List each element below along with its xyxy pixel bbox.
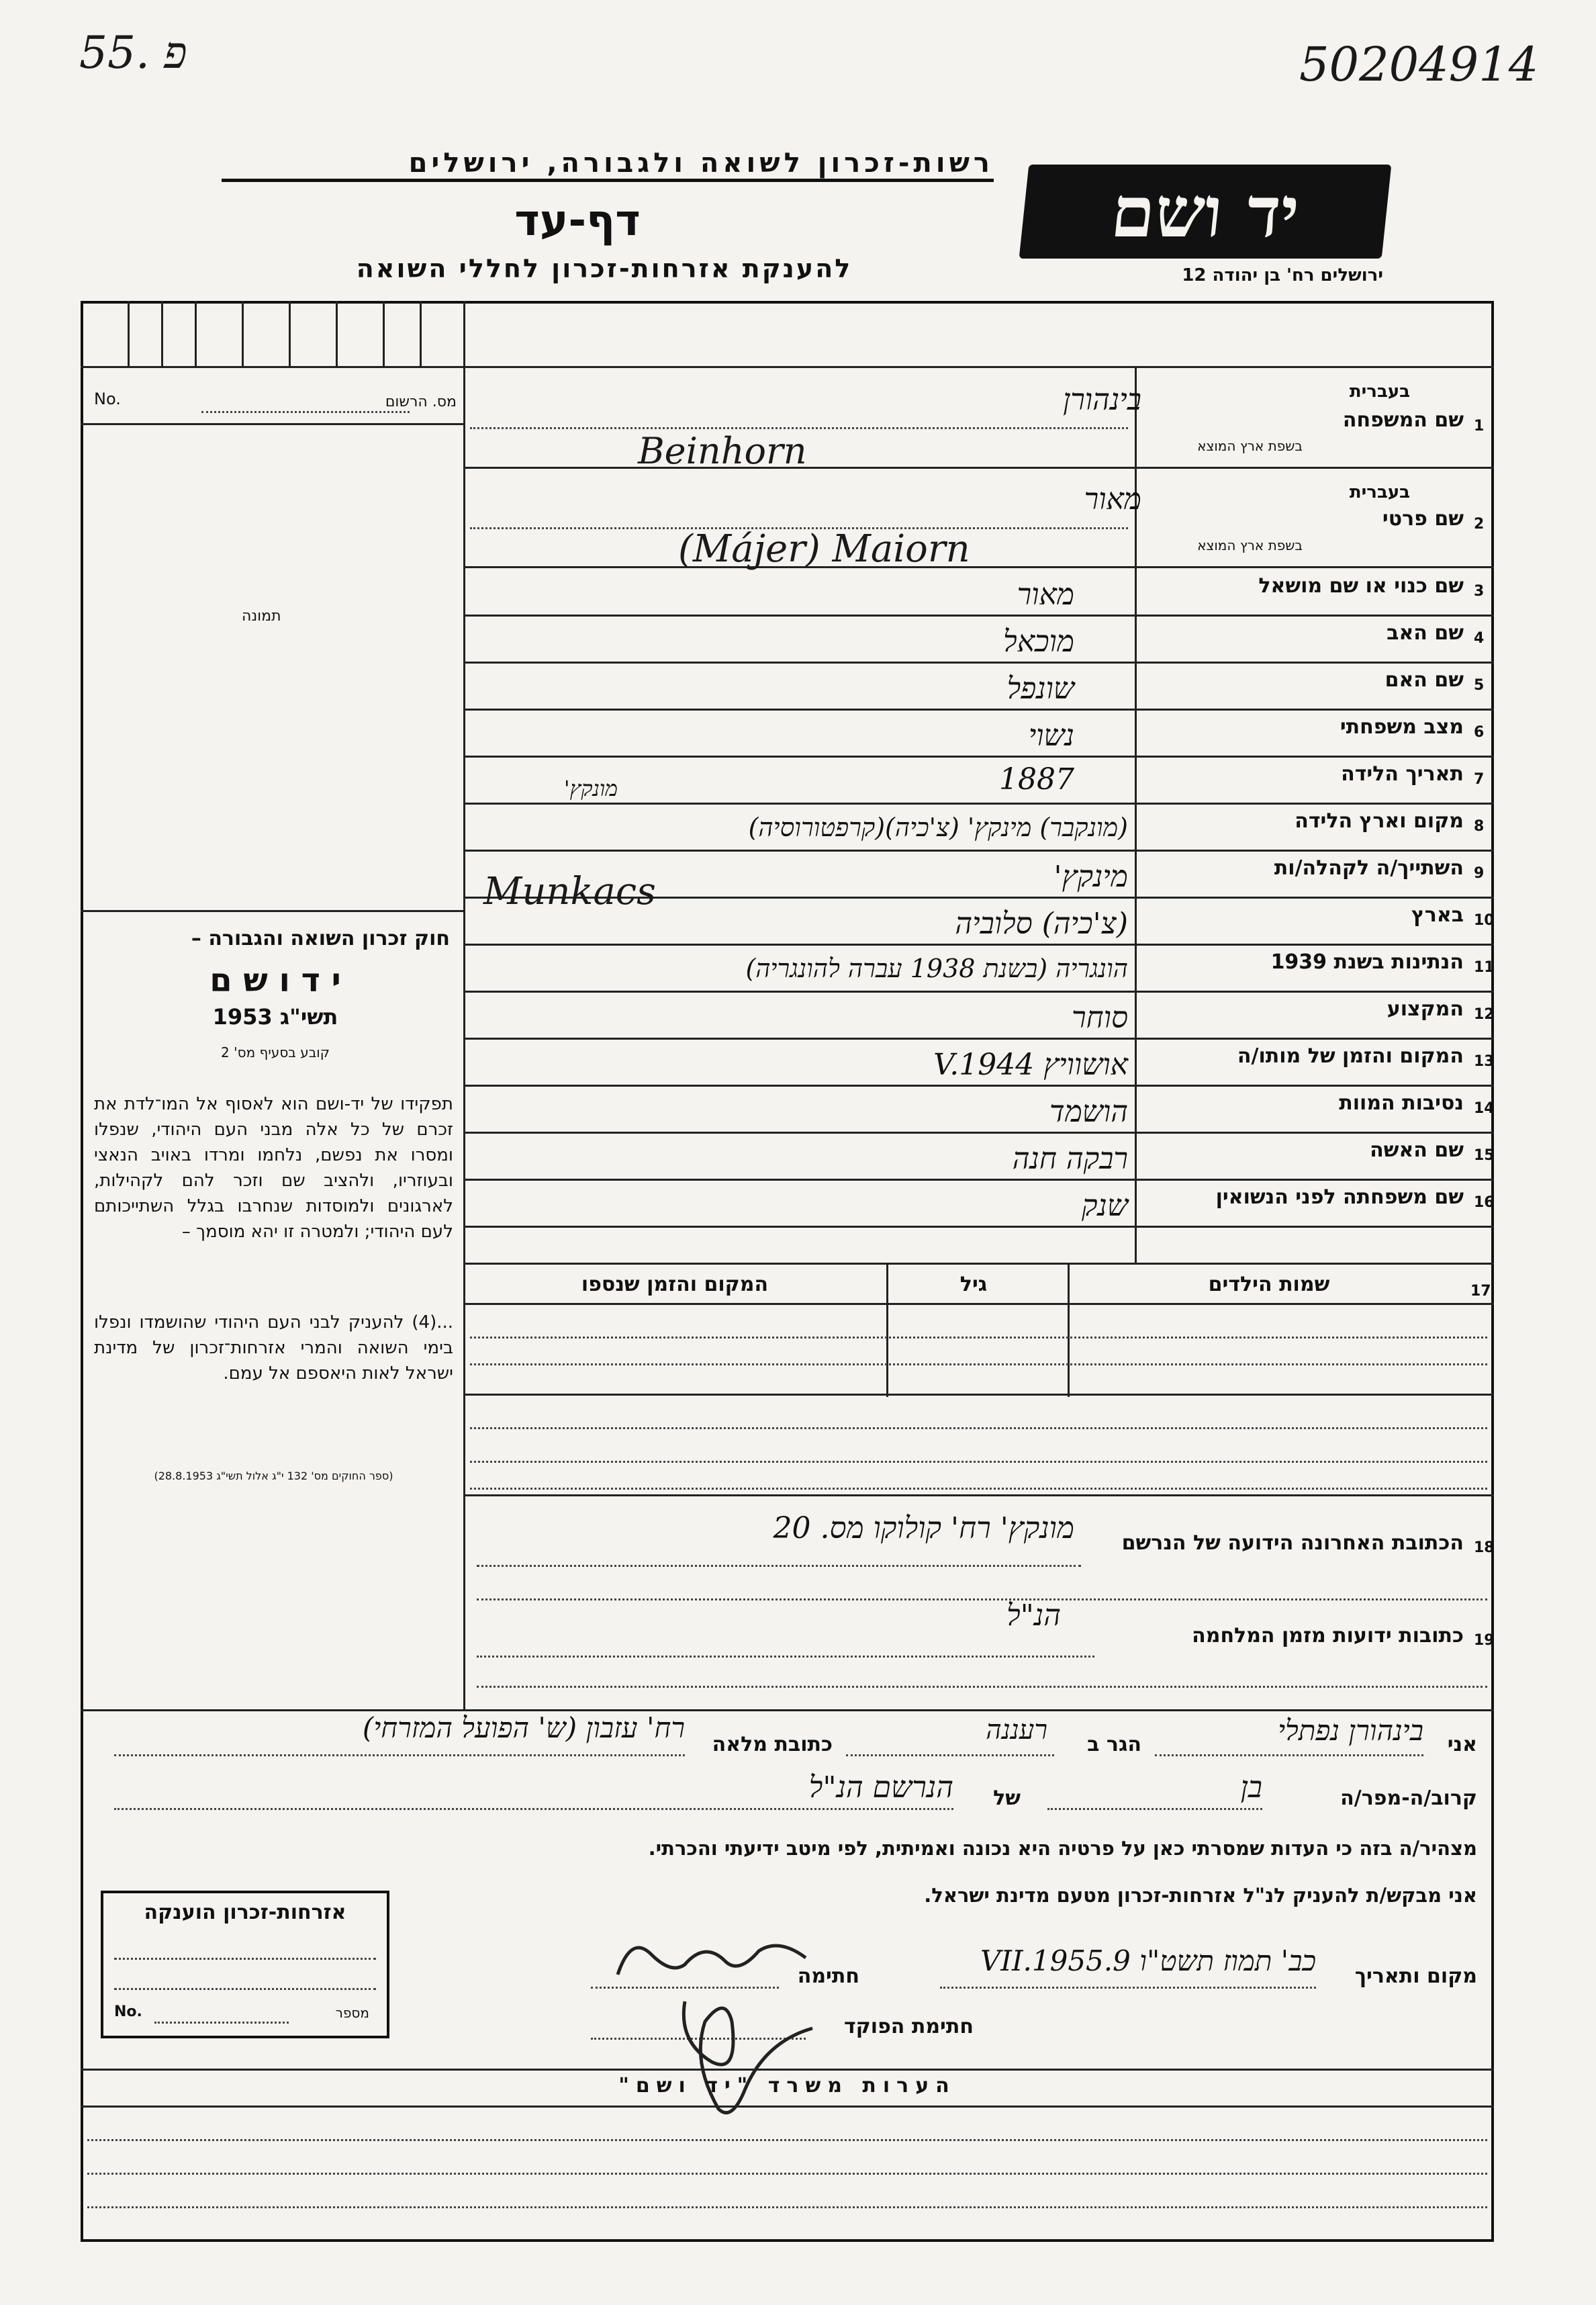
field-2-label: שם פרטי (1382, 507, 1464, 531)
field-16-label: שם משפחתה לפני הנשואין (1215, 1185, 1464, 1209)
decl-line-2: אני מבקש/ת להעניק לנ"ל אזרחות-זכרון מטעם מדינת ישראל. (924, 1884, 1477, 1907)
field-7-number: 7 (1474, 771, 1485, 788)
field-16-value: שנק (1081, 1189, 1128, 1223)
field-4-number: 4 (1474, 630, 1485, 647)
decl-karov: קרוב/ה-מפר/ה (1340, 1787, 1477, 1810)
field-1-value-latin: Beinhorn (638, 430, 807, 472)
field-8-value: (מונקבר) מינקץ' (צ'כיה)(קרפטורוסיה) (748, 813, 1128, 842)
corner-note-right: 50204914 (1299, 37, 1539, 92)
field-11-number: 11 (1474, 959, 1495, 976)
photo-label: תמונה (242, 608, 281, 625)
field-15-value: רבקה חנה (1012, 1142, 1128, 1176)
children-col-place: המקום והזמן שנספו (581, 1273, 769, 1296)
field-1-hebrew-tag: בעברית (1349, 381, 1410, 402)
corner-note-left: 55. פ (79, 27, 187, 79)
decl-line-1: מצהיר/ה בזה כי העדות שמסרתי כאן על פרטיה היא נכונה ואמיתית, לפי מיטב ידיעתי והכרתי. (648, 1837, 1477, 1860)
children-col-names: שמות הילדים (1208, 1273, 1330, 1296)
granted-no-label: מספר (335, 2005, 369, 2021)
law-year: תשי"ג 1953 (212, 1004, 338, 1030)
field-2-value: מאור (1084, 482, 1141, 516)
field-2-value-latin: (Májer) Maiorn (678, 527, 970, 571)
field-9-value: מינקץ' (1053, 860, 1128, 894)
decl-shel: של (993, 1787, 1021, 1810)
field-13-label: המקום והזמן של מותו/ה (1237, 1044, 1464, 1068)
law-source: (ספר החוקים מס' 132 י"ג אלול תשי"ג 28.8.1953) (154, 1470, 393, 1482)
granted-box-title: אזרחות-זכרון הוענקה (144, 1901, 346, 1924)
children-col-age: גיל (959, 1273, 988, 1296)
yad-vashem-logo (1019, 165, 1392, 259)
remarks-title: הערות משרד "יד ושם" (618, 2074, 956, 2097)
decl-signature-label: חתימה (797, 1964, 859, 1988)
field-5-label: שם האם (1384, 668, 1464, 692)
field-14-value: הושמד (1049, 1095, 1128, 1129)
field-6-label: מצב משפחתי (1340, 715, 1464, 739)
law-name: י ד ו ש ם (209, 962, 341, 999)
granted-no-en: No. (114, 2003, 142, 2020)
field-3-label: שם כנוי או שם מושאל (1258, 574, 1464, 598)
reg-no-en: No. (94, 390, 121, 408)
field-2-number: 2 (1474, 516, 1485, 533)
field-10-value: (צ'כיה) סלוביה (955, 907, 1128, 941)
logo-text: יד ושם (1107, 170, 1303, 253)
field-15-label: שם האשה (1370, 1138, 1464, 1162)
field-14-number: 14 (1474, 1100, 1495, 1117)
field-1-label: שם המשפחה (1342, 408, 1464, 432)
field-4-label: שם האב (1387, 621, 1464, 645)
field-16-number: 16 (1474, 1194, 1495, 1211)
field-11-label: הנתינות בשנת 1939 (1270, 950, 1464, 974)
field-8-label: מקום וארץ הלידה (1295, 809, 1464, 833)
decl-ktovet: כתובת מלאה (712, 1733, 833, 1756)
field-10-label: בארץ (1411, 903, 1464, 927)
field-1-value: בינהורן (1063, 383, 1141, 417)
field-12-number: 12 (1474, 1006, 1495, 1023)
field-6-value: נשוי (1028, 719, 1074, 753)
field-10-number: 10 (1474, 912, 1495, 929)
form-subtitle: להענקת אזרחות-זכרון לחללי השואה (356, 254, 853, 283)
decl-place-date-label: מקום ותאריך (1354, 1964, 1477, 1988)
field-12-value: סוחר (1072, 1001, 1128, 1035)
field-7-label: תאריך הלידה (1341, 762, 1464, 786)
field-1-number: 1 (1474, 418, 1485, 435)
field-9-label: השתייך/ה לקהלה/ות (1274, 856, 1464, 880)
reg-no-label: מס. הרשום (385, 394, 457, 410)
decl-ani: אני (1447, 1733, 1477, 1756)
field-19-label: כתובות ידועות מזמן המלחמה (1192, 1624, 1464, 1647)
field-19-value: הנ"ל (1006, 1598, 1061, 1633)
field-9-number: 9 (1474, 865, 1485, 882)
decl-karov-value: בן (1240, 1770, 1262, 1805)
field-17-number: 17 (1470, 1283, 1491, 1300)
field-13-number: 13 (1474, 1053, 1495, 1070)
field-7-value: 1887 (999, 762, 1074, 797)
field-6-number: 6 (1474, 724, 1485, 741)
logo-address: ירושלים רח' בן יהודה 12 (1182, 265, 1383, 285)
field-19-number: 19 (1474, 1632, 1495, 1649)
field-2-hebrew-tag: בעברית (1349, 482, 1410, 502)
field-12-label: המקצוע (1387, 997, 1464, 1021)
field-15-number: 15 (1474, 1147, 1495, 1164)
field-1-origin-tag: בשפת ארץ המוצא (1197, 438, 1303, 454)
witness-signature (604, 1928, 819, 1988)
decl-gar: הגר ב (1087, 1733, 1141, 1756)
field-8-extra: מונקץ' (563, 776, 618, 801)
field-18-label: הכתובת האחרונה הידועה של הנרשם (1121, 1531, 1464, 1555)
law-text-2: ...(4) להעניק לבני העם היהודי שהושמדו ונפלו בימי השואה והמרי אזרחות־זכרון של מדינת ישראל לאות היאספם אל עמם. (94, 1312, 453, 1384)
decl-ani-value: בינהורן נפתלי (1278, 1714, 1423, 1747)
field-8-number: 8 (1474, 818, 1485, 835)
authority-line: רשות-זכרון לשואה ולגבורה, ירושלים (222, 148, 994, 182)
field-14-label: נסיבות המוות (1339, 1091, 1464, 1115)
field-2-origin-tag: בשפת ארץ המוצא (1197, 537, 1303, 553)
decl-gar-value: רעננה (986, 1715, 1047, 1746)
law-title: חוק זכרון השואה והגבורה – (191, 927, 450, 950)
form-title: דף-עד (514, 196, 641, 246)
field-3-value: מאור (1017, 578, 1074, 612)
field-9-value-latin: Munkacs (483, 870, 656, 913)
field-5-number: 5 (1474, 677, 1485, 694)
field-3-number: 3 (1474, 583, 1485, 600)
law-text-1: תפקידו של יד-ושם הוא לאסוף אל המו־לדת את זכרם של כל אלה מבני העם היהודי, שנפלו ומסרו את נפשם, נלחמו ומרדו באויב הנאצי ובעוזריו, ולהציב שם וזכר להם לקהילות, לארגונים ולמוסדות שנחרבו בגלל השתייכותם לעם היהודי; ולמטרה זו יהא מוסמך – (94, 1094, 453, 1242)
law-clause: קובע בסעיף מס' 2 (221, 1044, 330, 1060)
decl-ktovet-value: רח' עזבון (ש' הפועל המזרחי) (362, 1711, 685, 1744)
decl-shel-value: הנרשם הנ"ל (808, 1770, 953, 1805)
field-13-value: אושוויץ V.1944 (933, 1048, 1128, 1082)
field-4-value: מוכאל (1003, 625, 1074, 659)
field-18-number: 18 (1474, 1539, 1495, 1556)
field-11-value: הונגריה (בשנת 1938 עברה להונגריה) (745, 954, 1128, 983)
field-5-value: שונפל (1006, 672, 1074, 706)
official-signature-label: חתימת הפוקד (844, 2015, 974, 2038)
field-18-value: מונקץ' רח' קולוקו מס. 20 (773, 1511, 1074, 1545)
decl-place-date-value: כב' תמוז תשט"ו 9.VII.1955 (980, 1944, 1316, 1977)
